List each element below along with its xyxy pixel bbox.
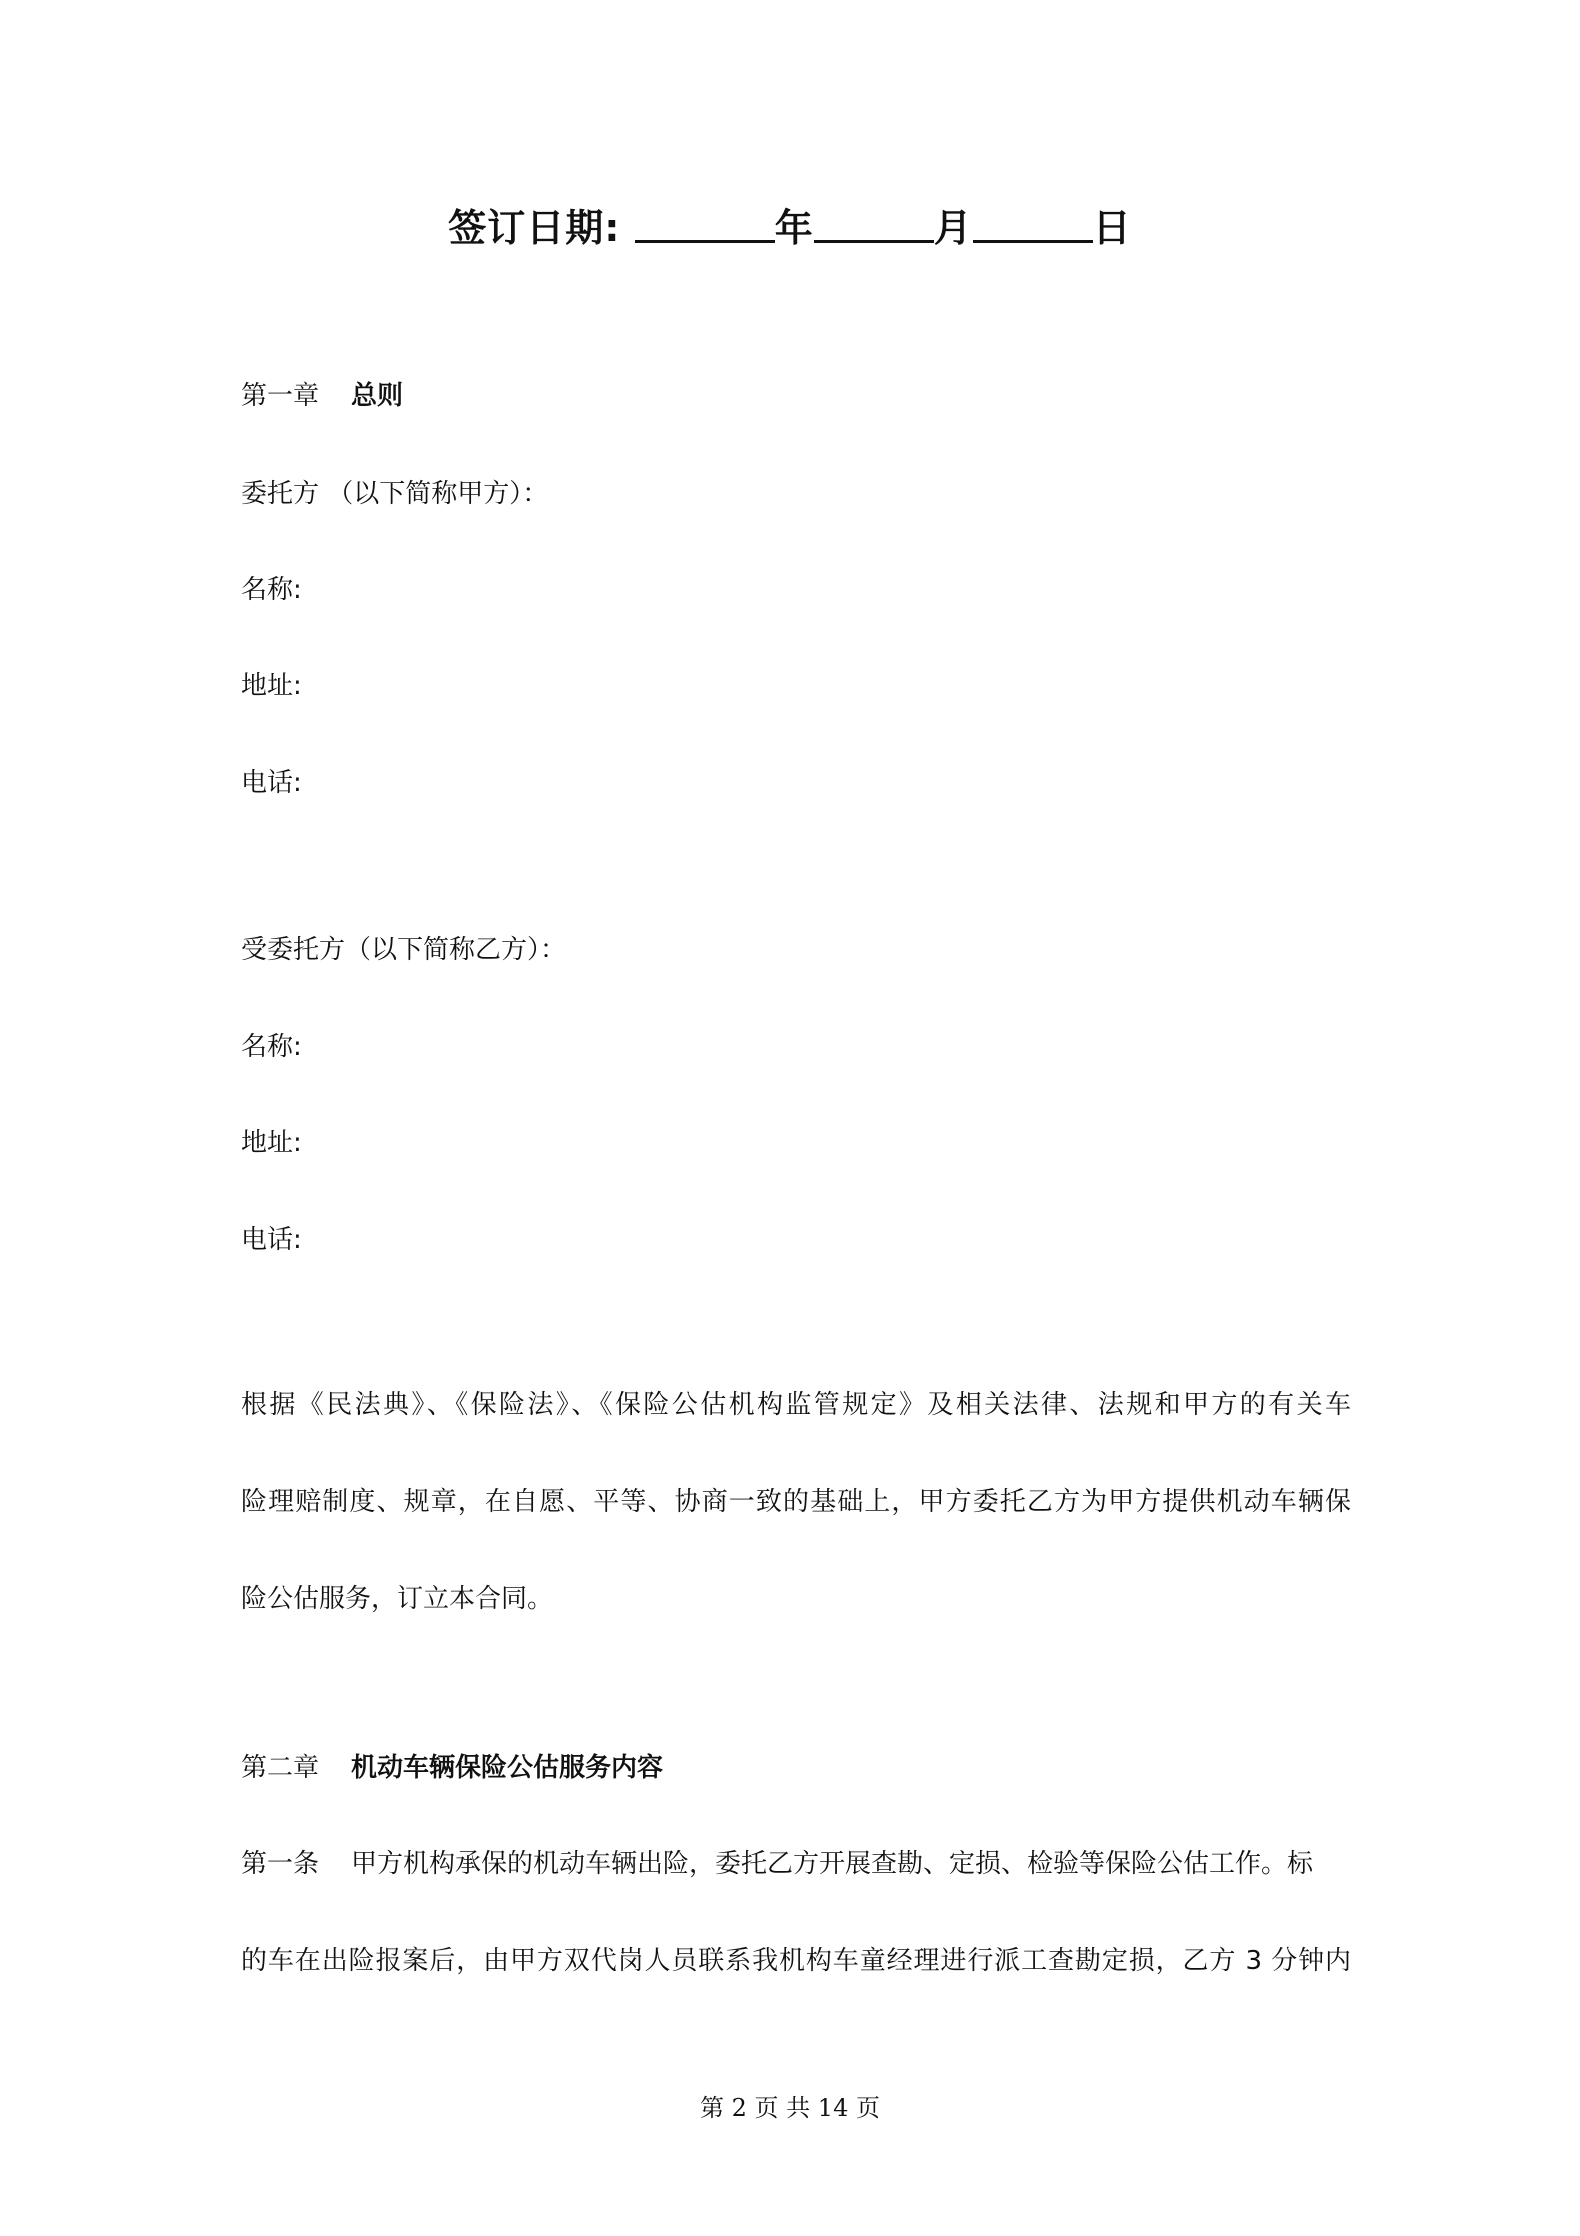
party-a-name-label: 名称: bbox=[241, 575, 302, 605]
party-a-phone-label: 电话: bbox=[241, 768, 302, 798]
party-b-name-label: 名称: bbox=[241, 1032, 302, 1062]
page-number-footer: 第 2 页 共 14 页 bbox=[700, 2094, 880, 2122]
chapter2-heading bbox=[241, 1748, 663, 1788]
preamble-line-2: 险理赔制度、规章，在自愿、平等、协商一致的基础上，甲方委托乙方为甲方提供机动车辆保 bbox=[241, 1487, 1351, 1517]
chapter2-title: 机动车辆保险公估服务内容 bbox=[351, 1753, 664, 1783]
chapter1-title: 总则 bbox=[351, 381, 404, 411]
article1-number: 第一条 bbox=[241, 1849, 320, 1879]
party-b-phone-label: 电话: bbox=[241, 1225, 302, 1255]
chapter1-number: 第一章 bbox=[241, 381, 320, 411]
party-b-heading: 受委托方（以下简称乙方）： bbox=[241, 935, 567, 965]
party-a-address-label: 地址: bbox=[241, 671, 302, 701]
month-blank bbox=[814, 200, 934, 243]
article1-first-line bbox=[241, 1844, 1313, 1884]
chapter2-number: 第二章 bbox=[241, 1753, 320, 1783]
article1-second-line: 的车在出险报案后，由甲方双代岗人员联系我机构车童经理进行派工查勘定损，乙方 3 分钟内 bbox=[241, 1946, 1351, 1976]
year-blank bbox=[635, 200, 775, 243]
chapter1-heading bbox=[241, 376, 403, 416]
day-blank bbox=[973, 200, 1093, 243]
preamble-line-1: 根据《民法典》、《保险法》、《保险公估机构监管规定》及相关法律、法规和甲方的有关车 bbox=[241, 1390, 1351, 1420]
preamble-line-3: 险公估服务，订立本合同。 bbox=[241, 1584, 554, 1614]
day-label: 日 bbox=[1092, 206, 1132, 250]
article1-text-1: 甲方机构承保的机动车辆出险，委托乙方开展查勘、定损、检验等保险公估工作。标 bbox=[351, 1849, 1314, 1879]
year-label: 年 bbox=[774, 206, 814, 250]
party-a-heading: 委托方 （以下简称甲方）： bbox=[241, 479, 549, 509]
signing-date-label: 签订日期: bbox=[448, 206, 621, 250]
signing-date-title bbox=[0, 200, 1580, 255]
month-label: 月 bbox=[933, 206, 973, 250]
party-b-address-label: 地址: bbox=[241, 1128, 302, 1158]
